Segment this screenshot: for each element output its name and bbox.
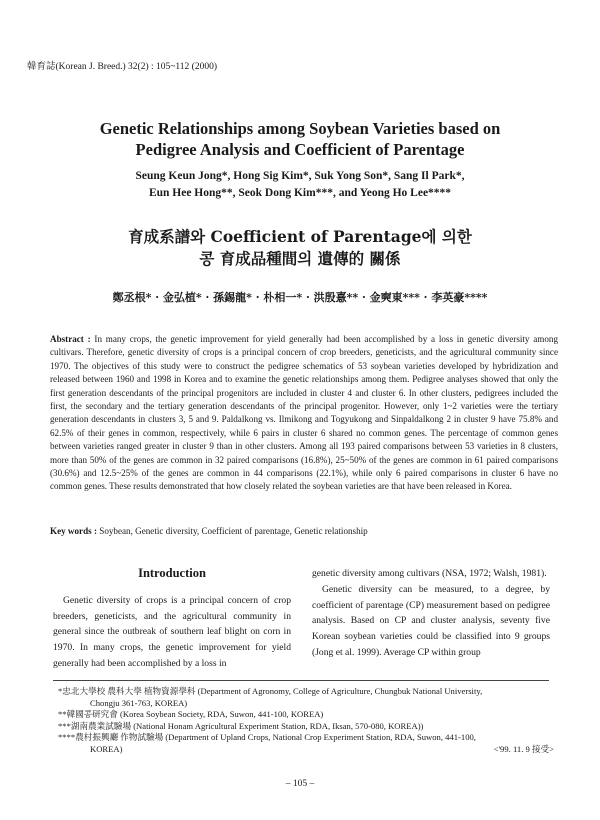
introduction-heading: Introduction xyxy=(138,566,206,580)
keywords-label: Key words : xyxy=(50,526,97,536)
abstract xyxy=(50,333,558,494)
right-column xyxy=(312,566,550,661)
korean-title-line-1: 育成系譜와 Coefficient of Parentage에 의한 xyxy=(128,227,472,246)
left-column xyxy=(53,566,291,672)
korean-title-line-2: 콩 育成品種間의 遺傳的 關係 xyxy=(199,249,401,268)
footnote-affiliation-2: **韓國콩研究會 (Korea Soybean Society, RDA, Suwon, 441-100, KOREA) xyxy=(58,709,324,720)
introduction-continuation: genetic diversity among cultivars (NSA, 1972; Walsh, 1981). xyxy=(312,568,547,579)
paper-title xyxy=(40,118,560,160)
footnote-affiliation-1 xyxy=(58,686,554,709)
introduction-paragraph-2: Genetic diversity can be measured, to a degree, by coefficient of parentage (CP) measurement based on pedigree analysis. Based on CP and cluster analysis, seventy five Korean soybean varieties could be classified into 9 groups (Jong et al. 1999). Average CP within group xyxy=(312,583,550,658)
footnote-affiliation-4 xyxy=(58,732,554,755)
korean-author-list: 鄭丞根* · 金弘植* · 孫錫龍* · 朴相一* · 洪殷憙** · 金奭東*** · 李英豪**** xyxy=(112,291,488,304)
paper-title-line-1: Genetic Relationships among Soybean Varieties based on xyxy=(99,119,501,138)
author-list-line-1: Seung Keun Jong*, Hong Sig Kim*, Suk Yong Son*, Sang Il Park*, xyxy=(135,170,465,182)
footnote-4-line-2: KOREA) xyxy=(90,743,123,754)
author-list xyxy=(60,168,540,202)
keywords-text: Soybean, Genetic diversity, Coefficient of parentage, Genetic relationship xyxy=(99,526,368,536)
footnote-1-line-2: Chongju 361-763, KOREA) xyxy=(90,697,188,708)
paper-title-line-2: Pedigree Analysis and Coefficient of Parentage xyxy=(135,140,465,159)
footnote-4-line-1: ****農村振興廳 作物試驗場 (Department of Upland Crops, National Crop Experiment Station, RDA, Suwon, 441-100, xyxy=(58,732,476,743)
footnote-4-line-2-wrap xyxy=(58,744,554,756)
journal-reference: 韓育誌(Korean J. Breed.) 32(2) : 105~112 (2000) xyxy=(27,62,217,72)
footnotes xyxy=(58,686,554,756)
korean-title xyxy=(40,226,560,270)
abstract-text: In many crops, the genetic improvement for yield generally had been accomplished by a loss in genetic diversity among cultivars. Therefore, genetic diversity of crops is a principal concern of crop breeders, geneticists, and the agricultural community since 1970. The objectives of this study were to construct the pedigree schematics of 53 soybean varieties developed by hybridization and released between 1960 and 1998 in Korea and to examine the genetic relationships among them. Pedigree analyses showed that only the first generation descendants of the principal progenitors are included in cluster 4 and cluster 6. In other clusters, pedigrees included the first, the secondary and the tertiary generation descendants of the principal progenitor. However, only 1~2 varieties were the tertiary generation descendants in clusters 3, 5 and 9. Paldalkong vs. Ilmikong and Togyukong and Sinpaldalkong 2 in cluster 9 have 75.8% and 62.5% of their genes in common, respectively, while 6 pairs in cluster 6 shared no common genes. The percentage of common genes between varieties ranged greater in cluster 9 than in other clusters. Among all 193 paired comparisons between 53 varieties in 8 clusters, more than 50% of the genes are common in 32 paired comparisons (16.8%), 25~50% of the genes are common in 61 paired comparisons (30.6%) and 12.5~25% of the genes are common in 44 comparisons (22.1%), while only 6 paired comparisons in cluster 6 have no common genes. These results demonstrated that how closely related the soybean varieties are that have been released in Korea. xyxy=(50,334,558,492)
author-list-line-2: Eun Hee Hong**, Seok Dong Kim***, and Yeong Ho Lee**** xyxy=(148,187,452,199)
introduction-paragraph-1: Genetic diversity of crops is a principal concern of crop breeders, geneticists, and the agricultural community in general since the outbreak of southern leaf blight on corn in 1970. In many crops, the genetic improvement for yield generally had been accomplished by a loss in xyxy=(53,594,291,669)
footnote-affiliation-3: ***湖南農業試驗場 (National Honam Agricultural Experiment Station, RDA, Iksan, 570-080, KOREA)) xyxy=(58,720,424,731)
footnote-1-line-1: *忠北大學校 農科大學 植物資源學科 (Department of Agronomy, College of Agriculture, Chungbuk National University, xyxy=(58,686,483,696)
page-number: – 105 – xyxy=(285,779,315,789)
footnote-divider xyxy=(53,680,549,681)
keywords xyxy=(50,526,558,536)
abstract-label: Abstract : xyxy=(50,334,91,344)
received-date: <'99. 11. 9 接受> xyxy=(493,743,554,754)
